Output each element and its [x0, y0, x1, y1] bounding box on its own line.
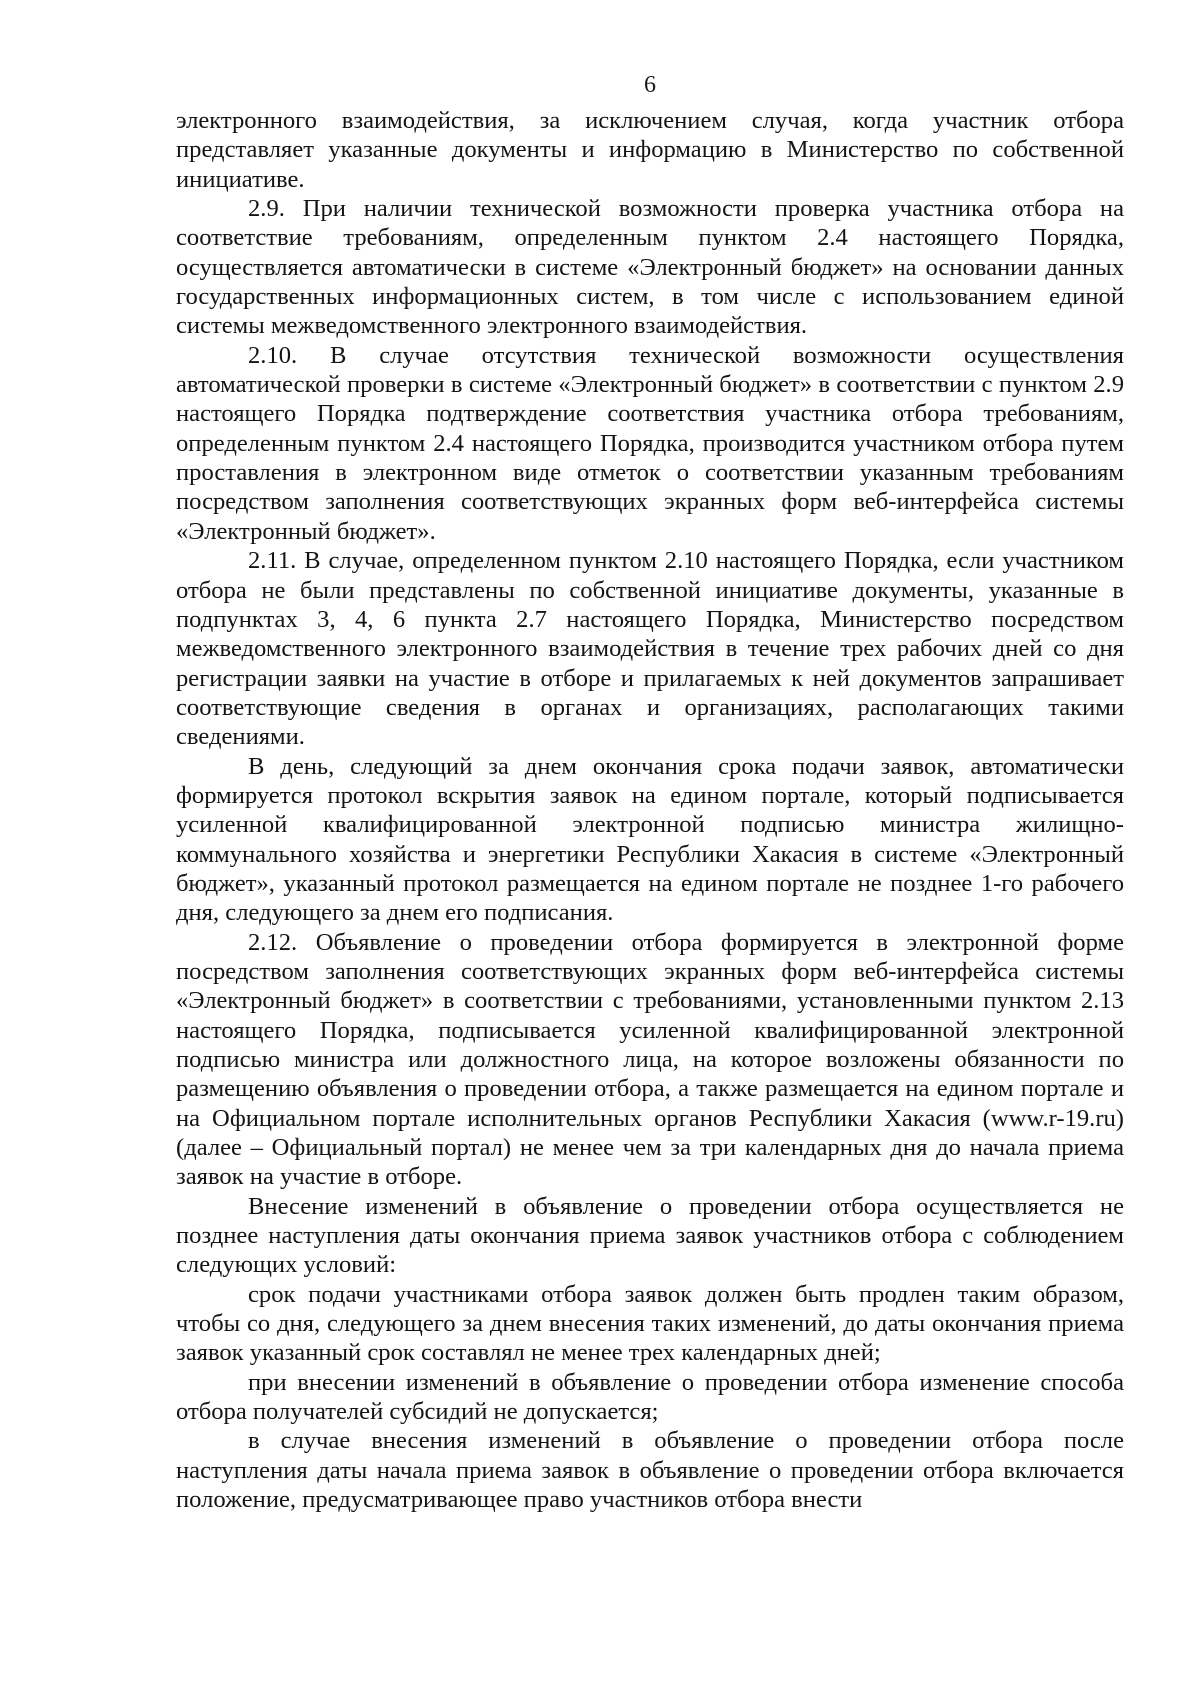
paragraph-2-10: 2.10. В случае отсутствия технической возможности осуществления автоматической проверки в системе «Электронный бюджет» в соответствии с пунктом 2.9 настоящего Порядка подтверждение соответствия участника отбора требованиям, определенным пунктом 2.4 настоящего Порядка, производится участником отбора путем проставления в электронном виде отметок о соответствии указанным требованиям посредством заполнения соответствующих экранных форм веб-интерфейса системы «Электронный бюджет».: [176, 341, 1124, 545]
paragraph-2-11: 2.11. В случае, определенном пунктом 2.10 настоящего Порядка, если участником отбора не были представлены по собственной инициативе документы, указанные в подпунктах 3, 4, 6 пункта 2.7 настоящего Порядка, Министерство посредством межведомственного электронного взаимодействия в течение трех рабочих дней со дня регистрации заявки на участие в отборе и прилагаемых к ней документов запрашивает соответствующие сведения в органах и организациях, располагающих такими сведениями.: [176, 547, 1124, 751]
paragraph-2-12: 2.12. Объявление о проведении отбора формируется в электронной форме посредством заполнения соответствующих экранных форм веб-интерфейса системы «Электронный бюджет» в соответствии с требованиями, установленными пунктом 2.13 настоящего Порядка, подписывается усиленной квалифицированной электронной подписью министра или должностного лица, на которое возложены обязанности по размещению объявления о проведении отбора, а также размещается на едином портале и на Официальном портале исполнительных органов Республики Хакасия (www.r-19.ru) (далее – Официальный портал) не менее чем за три календарных дня до начала приема заявок на участие в отборе.: [176, 928, 1124, 1191]
document-body: [176, 106, 1124, 1515]
paragraph-condition-deadline: срок подачи участниками отбора заявок должен быть продлен таким образом, чтобы со дня, следующего за днем внесения таких изменений, до даты окончания приема заявок указанный срок составлял не менее трех календарных дней;: [176, 1280, 1124, 1367]
paragraph-continuation: электронного взаимодействия, за исключением случая, когда участник отбора представляет указанные документы и информацию в Министерство по собственной инициативе.: [176, 107, 1124, 193]
paragraph-protocol: В день, следующий за днем окончания срока подачи заявок, автоматически формируется протокол вскрытия заявок на едином портале, который подписывается усиленной квалифицированной электронной подписью министра жилищно-коммунального хозяйства и энергетики Республики Хакасия в системе «Электронный бюджет», указанный протокол размещается на едином портале не позднее 1-го рабочего дня, следующего за днем его подписания.: [176, 752, 1124, 927]
paragraph-condition-rights: в случае внесения изменений в объявление о проведении отбора после наступления даты начала приема заявок в объявление о проведении отбора включается положение, предусматривающее право участников отбора внести: [176, 1427, 1124, 1514]
paragraph-condition-method: при внесении изменений в объявление о проведении отбора изменение способа отбора получателей субсидий не допускается;: [176, 1368, 1124, 1426]
paragraph-amendments: Внесение изменений в объявление о проведении отбора осуществляется не позднее наступления даты окончания приема заявок участников отбора с соблюдением следующих условий:: [176, 1192, 1124, 1279]
page-number: 6: [644, 72, 656, 98]
paragraph-2-9: 2.9. При наличии технической возможности проверка участника отбора на соответствие требованиям, определенным пунктом 2.4 настоящего Порядка, осуществляется автоматически в системе «Электронный бюджет» на основании данных государственных информационных систем, в том числе с использованием единой системы межведомственного электронного взаимодействия.: [176, 195, 1124, 340]
